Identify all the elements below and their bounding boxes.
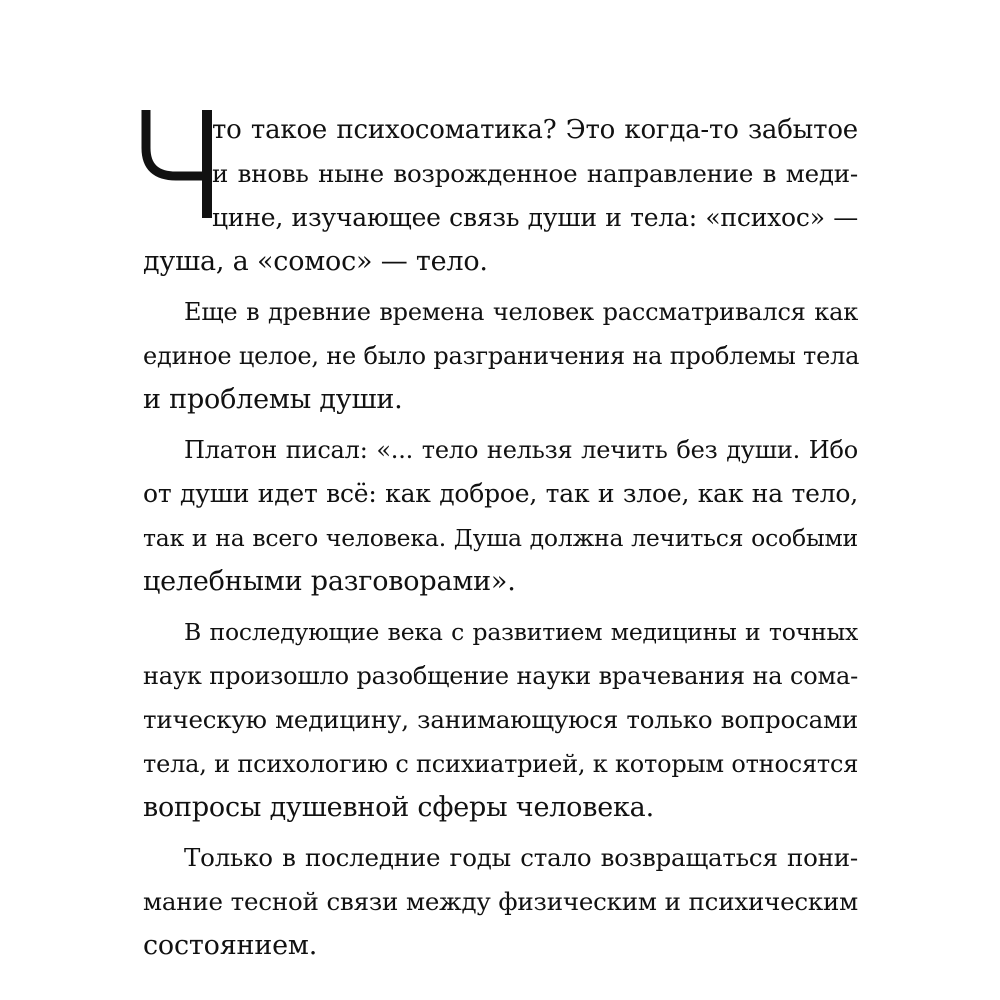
text-line: мание тесной связи между физическим и психическим bbox=[143, 887, 858, 916]
drop-cap-glyph bbox=[140, 108, 218, 220]
text-line: цине, изучающее связь души и тела: «психос» — bbox=[212, 203, 858, 232]
text-line: наук произошло разобщение науки врачевания на сома- bbox=[143, 662, 858, 690]
text-line: единое целое, не было разграничения на проблемы тела bbox=[143, 342, 860, 370]
text-line: и проблемы души. bbox=[143, 384, 403, 415]
text-line: вопросы душевной сферы человека. bbox=[143, 792, 654, 823]
text-line: В последующие века с развитием медицины и точных bbox=[184, 618, 858, 646]
text-line: от души идет всё: как доброе, так и злое, как на тело, bbox=[143, 479, 858, 508]
text-line: состоянием. bbox=[143, 930, 318, 961]
text-line: душа, а «сомос» — тело. bbox=[143, 246, 488, 277]
text-line: целебными разговорами». bbox=[143, 566, 516, 597]
text-line: Еще в древние времена человек рассматривался как bbox=[184, 298, 858, 326]
text-line: тела, и психологию с психиатрией, к которым относятся bbox=[143, 750, 859, 778]
text-line: Платон писал: «... тело нельзя лечить без души. Ибо bbox=[184, 436, 858, 464]
text-line: то такое психосоматика? Это когда-то забытое bbox=[212, 115, 858, 145]
drop-cap bbox=[140, 108, 218, 220]
text-line: Только в последние годы стало возвращаться пони- bbox=[184, 843, 858, 872]
text-line: тическую медицину, занимающуюся только вопросами bbox=[143, 705, 858, 734]
text-line: и вновь ныне возрожденное направление в меди- bbox=[212, 159, 858, 188]
text-line: так и на всего человека. Душа должна лечиться особыми bbox=[143, 524, 858, 552]
